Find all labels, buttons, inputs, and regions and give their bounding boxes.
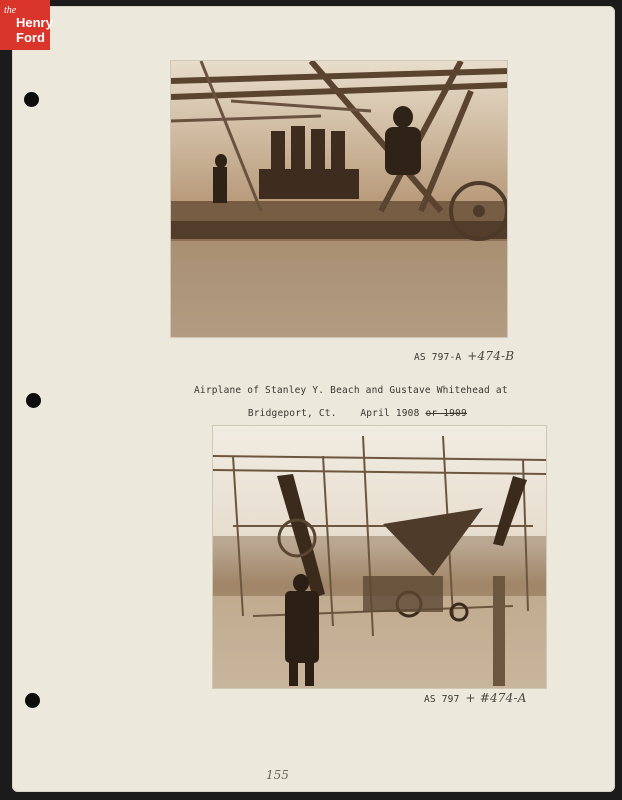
handwritten-number-top: +474-B <box>467 349 515 363</box>
handwritten-number-bottom: + #474-A <box>465 691 527 705</box>
struck-date: or 1909 <box>425 408 467 419</box>
henry-ford-logo: the Henry Ford <box>0 0 50 50</box>
binder-hole-middle <box>26 393 41 408</box>
caption-line-2: Bridgeport, Ct. April 1908 or 1909 <box>247 408 467 419</box>
binder-hole-bottom <box>25 693 40 708</box>
page-number: 155 <box>266 768 289 782</box>
photo-airplane-man <box>212 425 547 689</box>
photo-airplane-engine <box>170 60 508 338</box>
binder-hole-top <box>24 92 39 107</box>
caption-line-1: Airplane of Stanley Y. Beach and Gustave Whitehead at <box>194 385 508 396</box>
catalog-number-bottom: AS 797 + #474-A <box>424 691 527 705</box>
catalog-number-top: AS 797-A +474-B <box>414 349 515 363</box>
